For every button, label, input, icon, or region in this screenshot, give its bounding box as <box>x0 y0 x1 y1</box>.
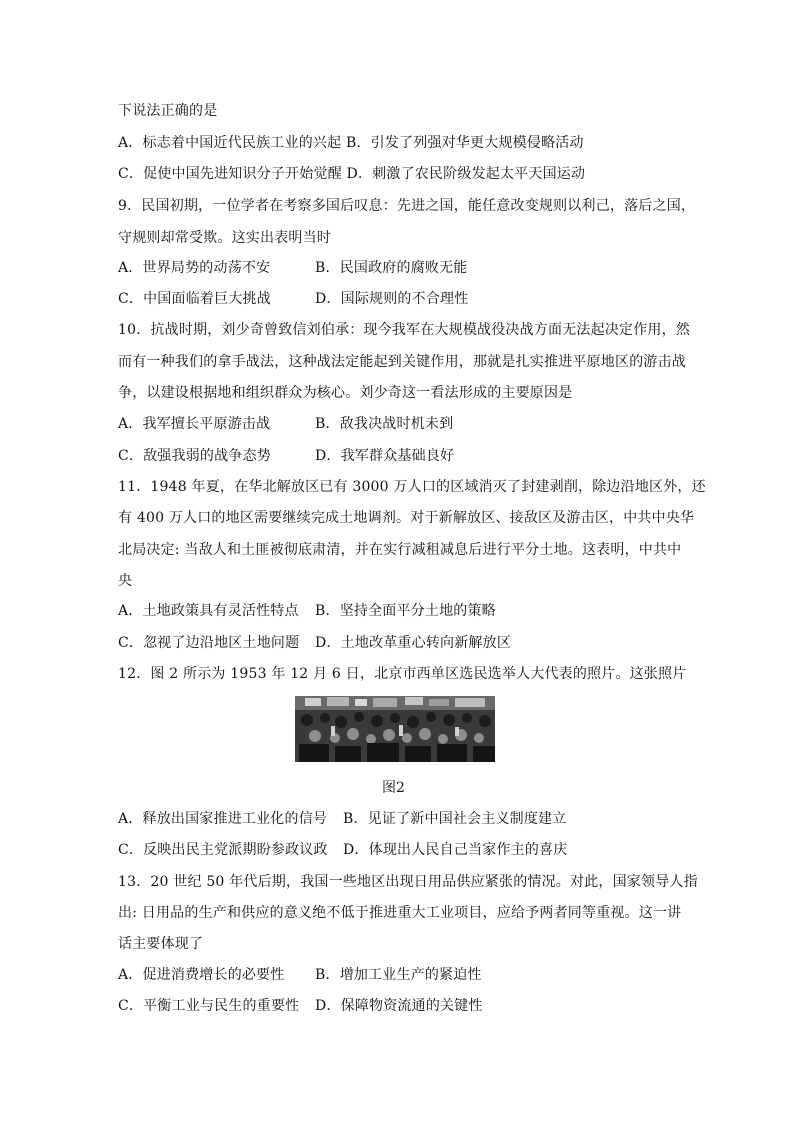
q10-stem-line-2: 而有一种我们的拿手战法，这种战法定能起到关键作用，那就是扎实推进平原地区的游击战 <box>118 354 686 370</box>
figure-caption: 图2 <box>382 780 405 796</box>
q10-option-b: B．敌我决战时机未到 <box>315 416 454 432</box>
q10-stem-line-3: 争，以建设根据地和组织群众为核心。刘少奇这一看法形成的主要原因是 <box>118 385 573 401</box>
q8-options-cd: C．促使中国先进知识分子开始觉醒 D．刺激了农民阶级发起太平天国运动 <box>118 166 586 182</box>
q12-option-d: D．体现出人民自己当家作主的喜庆 <box>343 842 568 858</box>
q9-option-a: A．世界局势的动荡不安 <box>118 260 271 276</box>
q10-option-c: C．敌强我弱的战争态势 <box>118 448 271 464</box>
q9-option-c: C．中国面临着巨大挑战 <box>118 291 271 307</box>
voters-photo <box>295 696 495 762</box>
q11-option-d: D．土地改革重心转向新解放区 <box>315 635 512 651</box>
q13-option-d: D．保障物资流通的关键性 <box>315 998 483 1014</box>
q11-stem-line-1: 11．1948 年夏，在华北解放区已有 3000 万人口的区域消灭了封建剥削，除边沿地区外，还 <box>118 479 706 495</box>
q12-option-b: B．见证了新中国社会主义制度建立 <box>343 811 567 827</box>
q11-option-b: B．坚持全面平分土地的策略 <box>315 603 496 619</box>
q13-stem-line-2: 出: 日用品的生产和供应的意义绝不低于推进重大工业项目，应给予两者同等重视。这一讲 <box>118 905 682 921</box>
q9-stem-line-1: 9．民国初期，一位学者在考察多国后叹息：先进之国，能任意改变规则以利己，落后之国， <box>118 198 696 214</box>
q11-option-a: A．土地政策具有灵活性特点 <box>118 603 299 619</box>
q11-stem-line-3: 北局决定: 当敌人和土匪被彻底肃清，并在实行减租减息后进行平分土地。这表明，中共中 <box>118 542 682 558</box>
q9-option-d: D．国际规则的不合理性 <box>315 291 469 307</box>
crowd-photo-image <box>295 696 495 762</box>
q11-option-c: C．忽视了边沿地区土地问题 <box>118 635 300 651</box>
q13-option-c: C．平衡工业与民生的重要性 <box>118 998 300 1014</box>
q12-option-c: C．反映出民主党派期盼参政议政 <box>118 842 328 858</box>
q12-stem: 12．图 2 所示为 1953 年 12 月 6 日，北京市西单区选民选举人大代表的照片。这张照片 <box>118 666 687 682</box>
q9-option-b: B．民国政府的腐败无能 <box>315 260 468 276</box>
q12-option-a: A．释放出国家推进工业化的信号 <box>118 811 328 827</box>
q11-stem-line-4: 央 <box>118 573 133 589</box>
q13-option-b: B．增加工业生产的紧迫性 <box>315 967 482 983</box>
q9-stem-line-2: 守规则却常受欺。这实出表明当时 <box>118 230 331 246</box>
q13-stem-line-1: 13．20 世纪 50 年代后期，我国一些地区出现日用品供应紧张的情况。对此，国家领导人指 <box>118 874 698 890</box>
q13-stem-line-3: 话主要体现了 <box>118 936 204 952</box>
q8-options-ab: A．标志着中国近代民族工业的兴起 B．引发了列强对华更大规模侵略活动 <box>118 135 584 151</box>
q11-stem-line-2: 有 400 万人口的地区需要继续完成土地调剂。对于新解放区、接敌区及游击区，中共中央华 <box>118 510 695 526</box>
q10-option-d: D．我军群众基础良好 <box>315 448 455 464</box>
q13-option-a: A．促进消费增长的必要性 <box>118 967 285 983</box>
q8-stem-tail: 下说法正确的是 <box>118 103 218 119</box>
q10-stem-line-1: 10．抗战时期，刘少奇曾致信刘伯承：现今我军在大规模战役决战方面无法起决定作用，然 <box>118 322 691 338</box>
q10-option-a: A．我军擅长平原游击战 <box>118 416 271 432</box>
